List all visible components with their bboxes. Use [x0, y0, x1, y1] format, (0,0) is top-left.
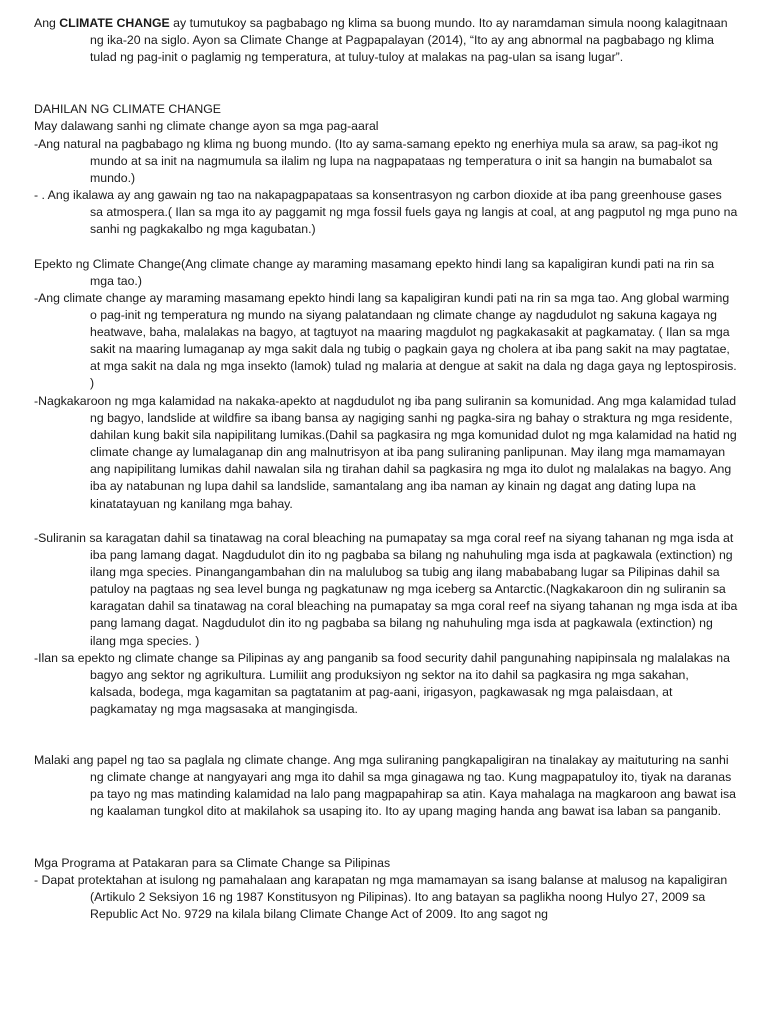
dahilan-item-tao: - . Ang ikalawa ay ang gawain ng tao na nakapagpapataas sa konsentrasyon ng carbon dioxide at iba pang greenhouse gases sa atmospera.( Ilan sa mga ito ay paggamit ng mga fossil fuels gaya ng langis at coal, at ang pagputol ng mga puno na sanhi ng pagkakalbo ng mga kagubatan.): [34, 188, 738, 237]
epekto-item-kalamidad: -Nagkakaroon ng mga kalamidad na nakaka-apekto at nagdudulot ng iba pang suliranin sa komunidad. Ang mga kalamidad tulad ng bagyo, landslide at wildfire sa ibang bansa ay nagiging sanhi ng pagka-sira ng bahay o straktura ng mga residente, dahilan kung bakit sila napipilitang lumikas.(Dahil sa pagkasira ng mga komunidad dulot ng mga kalamidad na hatid ng climate change ay lumalaganap din ang malnutrisyon at iba pang suliraning panlipunan. May ilang mga mamamayan ang napipilitang lumikas dahil nawalan sila ng tirahan dahil sa pagkasira ng mga ito dulot ng malalakas na bagyo. Ang iba ay natabunan ng lupa dahil sa landslide, samantalang ang iba naman ay kinain ng dagat ang dating lupa na kinatatayuan ng kanilang mga bahay.: [34, 394, 737, 511]
epekto-item-karagatan: -Suliranin sa karagatan dahil sa tinatawag na coral bleaching na pumapatay sa mga coral reef na siyang tahanan ng mga isda at iba pang lamang dagat. Nagdudulot din ito ng pagbaba sa bilang ng nahuhuling mga isda at pagkawala (extinction) ng ilang mga species. Pinangangambahan din na malulubog sa tubig ang ilang mabababang lugar sa Pilipinas dahil sa patuloy na pagtaas ng sea level bunga ng pagkatunaw ng mga iceberg sa Antarctic.(Nagkakaroon din ng suliranin sa karagatan dahil sa tinatawag na coral bleaching na pumapatay sa mga coral reef na siyang tahanan ng mga isda at iba pang lamang dagat. Nagdudulot din ito ng pagbaba sa bilang ng nahuhuling mga isda at pagkawala (extinction) ng ilang mga species. ): [34, 531, 738, 648]
programa-heading: Mga Programa at Patakaran para sa Climate Change sa Pilipinas: [34, 856, 391, 870]
dahilan-item-natural: -Ang natural na pagbabago ng klima ng buong mundo. (Ito ay sama-samang epekto ng enerhiya mula sa araw, sa pag-ikot ng mundo at sa init na nagmumula sa ilalim ng lupa na nagpapataas ng temperatura o init sa hangin na bumabalot sa mundo.): [34, 137, 719, 186]
programa-item-konstitusyon: - Dapat protektahan at isulong ng pamahalaan ang karapatan ng mga mamamayan sa isang balanse at malusog na kapaligiran (Artikulo 2 Seksiyon 16 ng 1987 Konstitusyon ng Pilipinas). Ito ang batayan sa paglikha noong Hulyo 27, 2009 sa Republic Act No. 9729 na kilala bilang Climate Change Act of 2009. Ito ang sagot ng: [34, 873, 728, 922]
epekto-item-food-security: -Ilan sa epekto ng climate change sa Pilipinas ay ang panganib sa food security dahil pangunahing napipinsala ng malalakas na bagyo ang sektor ng agrikultura. Lumiliit ang produksiyon ng sektor na ito dahil sa pagkasira ng mga sakahan, kalsada, bodega, mga kagamitan sa pagtatanim at pag-aani, irigasyon, pagkawasak ng mga palaisdaan, at pagkamatay ng mga magsasaka at mangingisda.: [34, 651, 730, 717]
intro-body: ay tumutukoy sa pagbabago ng klima sa buong mundo. Ito ay naramdaman simula noong kalagitnaan ng ika-20 na siglo. Ayon sa Climate Change at Pagpapalayan (2014), “Ito ay ang abnormal na pagbabago ng klima tulad ng pag-init o paglamig ng temperatura, at tuluy-tuloy at malakas na pag-ulan sa isang lugar”.: [90, 16, 728, 65]
intro-lead: Ang: [34, 16, 60, 30]
epekto-item-sakit: -Ang climate change ay maraming masamang epekto hindi lang sa kapaligiran kundi pati na rin sa mga tao. Ang global warming o pag-init ng temperatura ng mundo na siyang palatandaan ng climate change ay nagdudulot ng sakuna kagaya ng heatwave, baha, malalakas na bagyo, at tagtuyot na maaring magdulot ng pagkakasakit at pagkamatay. ( Ilan sa mga sakit na maaring lumaganap ay mga sakit dala ng tubig o pagkain gaya ng cholera at iba pang sakit na may pagtatae, at mga sakit na dala ng mga insekto (lamok) tulad ng malaria at dengue at sakit na dala ng daga gaya ng leptospirosis. ): [34, 291, 737, 391]
epekto-heading: Epekto ng Climate Change(Ang climate change ay maraming masamang epekto hindi lang sa kapaligiran kundi pati na rin sa mga tao.): [34, 257, 715, 289]
intro-paragraph: [34, 15, 738, 66]
papel-ng-tao-paragraph: Malaki ang papel ng tao sa paglala ng climate change. Ang mga suliraning pangkapaligiran na tinalakay ay maituturing na sanhi ng climate change at nangyayari ang mga ito dahil sa mga ginagawa ng tao. Kung magpapatuloy ito, tiyak na daranas pa tayo ng mas matinding kalamidad na lalo pang magpapahirap sa atin. Kaya mahalaga na magkaroon ang bawat isa ng kaalaman tungkol dito at makilahok sa usaping ito. Ito ay upang maging handa ang bawat isa laban sa panganib.: [34, 753, 737, 819]
dahilan-heading: DAHILAN NG CLIMATE CHANGE: [34, 102, 221, 116]
climate-change-term: CLIMATE CHANGE: [59, 16, 170, 30]
dahilan-subheading: May dalawang sanhi ng climate change ayon sa mga pag-aaral: [34, 119, 379, 133]
